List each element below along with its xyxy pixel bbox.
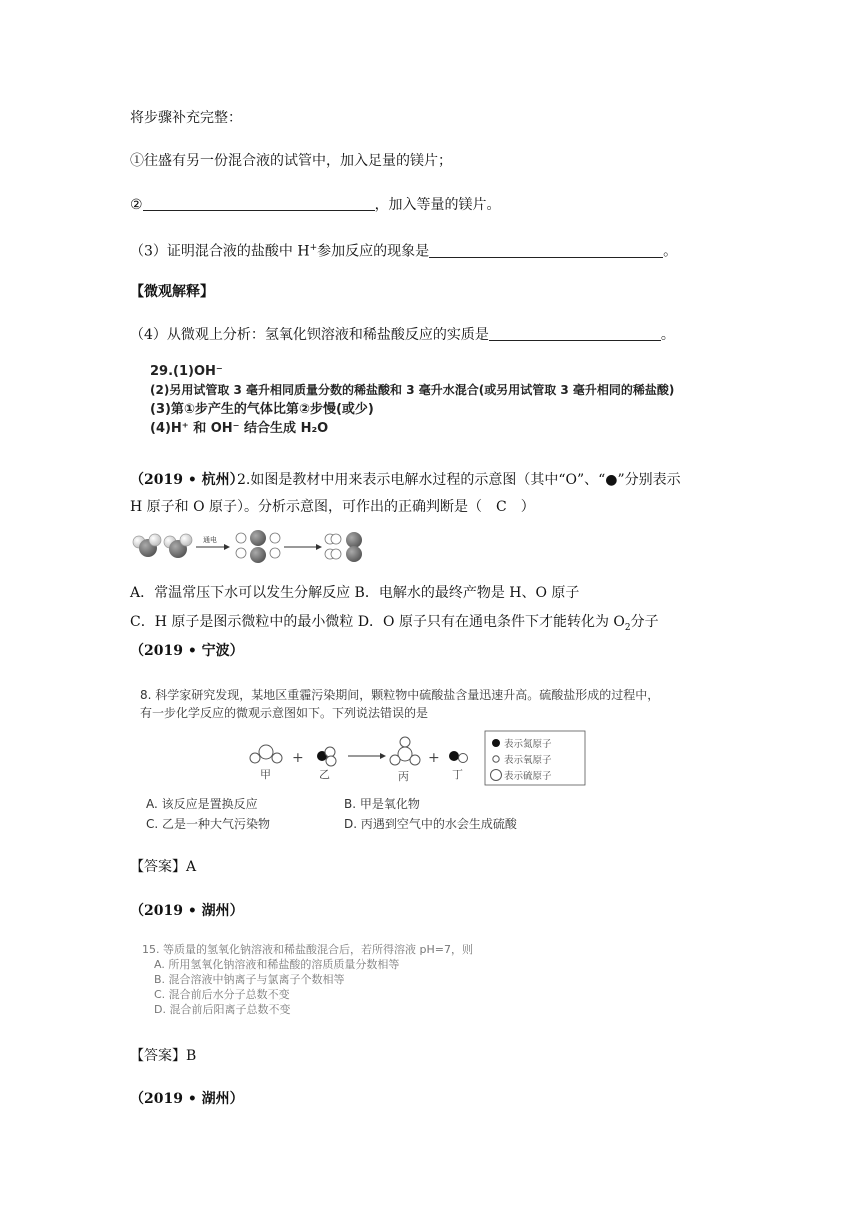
separated-atoms <box>236 530 280 563</box>
answer-29-line-3: (3)第①步产生的气体比第②步慢(或少) <box>150 402 374 417</box>
answer-29-line-1: 29.(1)OH⁻ <box>150 364 223 379</box>
huzhou-question-image <box>142 942 473 1017</box>
product-molecules <box>325 532 362 562</box>
hangzhou-source: （2019 • 杭州） <box>130 472 244 488</box>
hangzhou-question-line-1: 2.如图是教材中用来表示电解水过程的示意图（其中“O”、“●”分别表示 <box>237 472 681 488</box>
water-molecule-2 <box>164 534 192 558</box>
water-molecule-1 <box>133 534 161 557</box>
ningbo-option-d: D. 丙遇到空气中的水会生成硫酸 <box>344 817 517 831</box>
molecule-jia <box>250 745 282 763</box>
ningbo-options <box>146 794 546 834</box>
question-3: （3）证明混合液的盐酸中 H+参加反应的现象是 。 <box>130 243 678 260</box>
label-bing: 丙 <box>398 770 409 783</box>
step-2-blank <box>143 196 375 211</box>
arrow-label: 通电 <box>203 536 217 544</box>
huzhou-source-2: （2019 • 湖州） <box>130 1091 244 1107</box>
ningbo-option-c: C. 乙是一种大气污染物 <box>146 817 271 831</box>
label-yi: 乙 <box>319 768 330 781</box>
ningbo-question-image <box>140 686 660 722</box>
molecule-bing <box>390 737 420 765</box>
huzhou-source-1: （2019 • 湖州） <box>130 903 244 919</box>
step-1: ①往盛有另一份混合液的试管中，加入足量的镁片； <box>130 153 452 169</box>
ningbo-option-a: A. 该反应是置换反应 <box>146 797 258 811</box>
answer-29-line-4: (4)H⁺ 和 OH⁻ 结合生成 H₂O <box>150 421 329 436</box>
micro-heading: 【微观解释】 <box>130 284 214 300</box>
huzhou-option-b: B. 混合溶液中钠离子与氯离子个数相等 <box>154 973 345 986</box>
plus-2: + <box>428 750 440 766</box>
ningbo-reaction-diagram <box>240 728 590 790</box>
ningbo-question-line-1: 8. 科学家研究发现，某地区重霾污染期间，颗粒物中硫酸盐含量迅速升高。硫酸盐形成的过程中， <box>140 688 660 702</box>
question-4: （4）从微观上分析：氢氧化钡溶液和稀盐酸反应的实质是 。 <box>130 327 675 343</box>
legend-sulfur: 表示硫原子 <box>504 771 552 782</box>
molecule-ding <box>449 751 468 763</box>
ningbo-source: （2019 • 宁波） <box>130 643 244 659</box>
molecule-yi <box>317 747 336 766</box>
answer-29-image <box>150 362 674 438</box>
intro-text: 将步骤补充完整： <box>130 110 242 126</box>
ningbo-answer: 【答案】A <box>130 859 197 875</box>
legend-oxygen: 表示氧原子 <box>504 755 552 766</box>
hangzhou-options-ab: A．常温常压下水可以发生分解反应 B．电解水的最终产物是 H、O 原子 <box>130 585 580 601</box>
step-2: ② ，加入等量的镁片。 <box>130 197 501 213</box>
huzhou-question-stem: 15. 等质量的氢氧化钠溶液和稀盐酸混合后，若所得溶液 pH=7，则 <box>142 943 473 956</box>
legend-nitrogen: 表示氮原子 <box>504 739 552 750</box>
plus-1: + <box>292 750 304 766</box>
ningbo-question-line-2: 有一步化学反应的微观示意图如下。下列说法错误的是 <box>140 706 429 720</box>
electrolysis-diagram <box>128 528 378 564</box>
hangzhou-question-line-2: H 原子和 O 原子）。分析示意图，可作出的正确判断是（ C ） <box>130 499 535 515</box>
huzhou-answer: 【答案】B <box>130 1048 197 1064</box>
huzhou-option-a: A. 所用氢氧化钠溶液和稀盐酸的溶质质量分数相等 <box>154 958 400 971</box>
answer-29-line-2: (2)另用试管取 3 毫升相同质量分数的稀盐酸和 3 毫升水混合(或另用试管取 3 毫升相同的稀盐酸) <box>150 383 675 397</box>
question-4-blank <box>489 326 661 341</box>
ningbo-option-b: B. 甲是氧化物 <box>344 797 420 811</box>
huzhou-option-c: C. 混合前后水分子总数不变 <box>154 988 290 1001</box>
huzhou-option-d: D. 混合前后阳离子总数不变 <box>154 1003 291 1016</box>
question-3-blank <box>429 243 663 258</box>
label-ding: 丁 <box>452 768 463 781</box>
label-jia: 甲 <box>260 768 271 781</box>
hangzhou-options-cd: C．H 原子是图示微粒中的最小微粒 D．O 原子只有在通电条件下才能转化为 $O_2$分子 <box>130 614 659 633</box>
